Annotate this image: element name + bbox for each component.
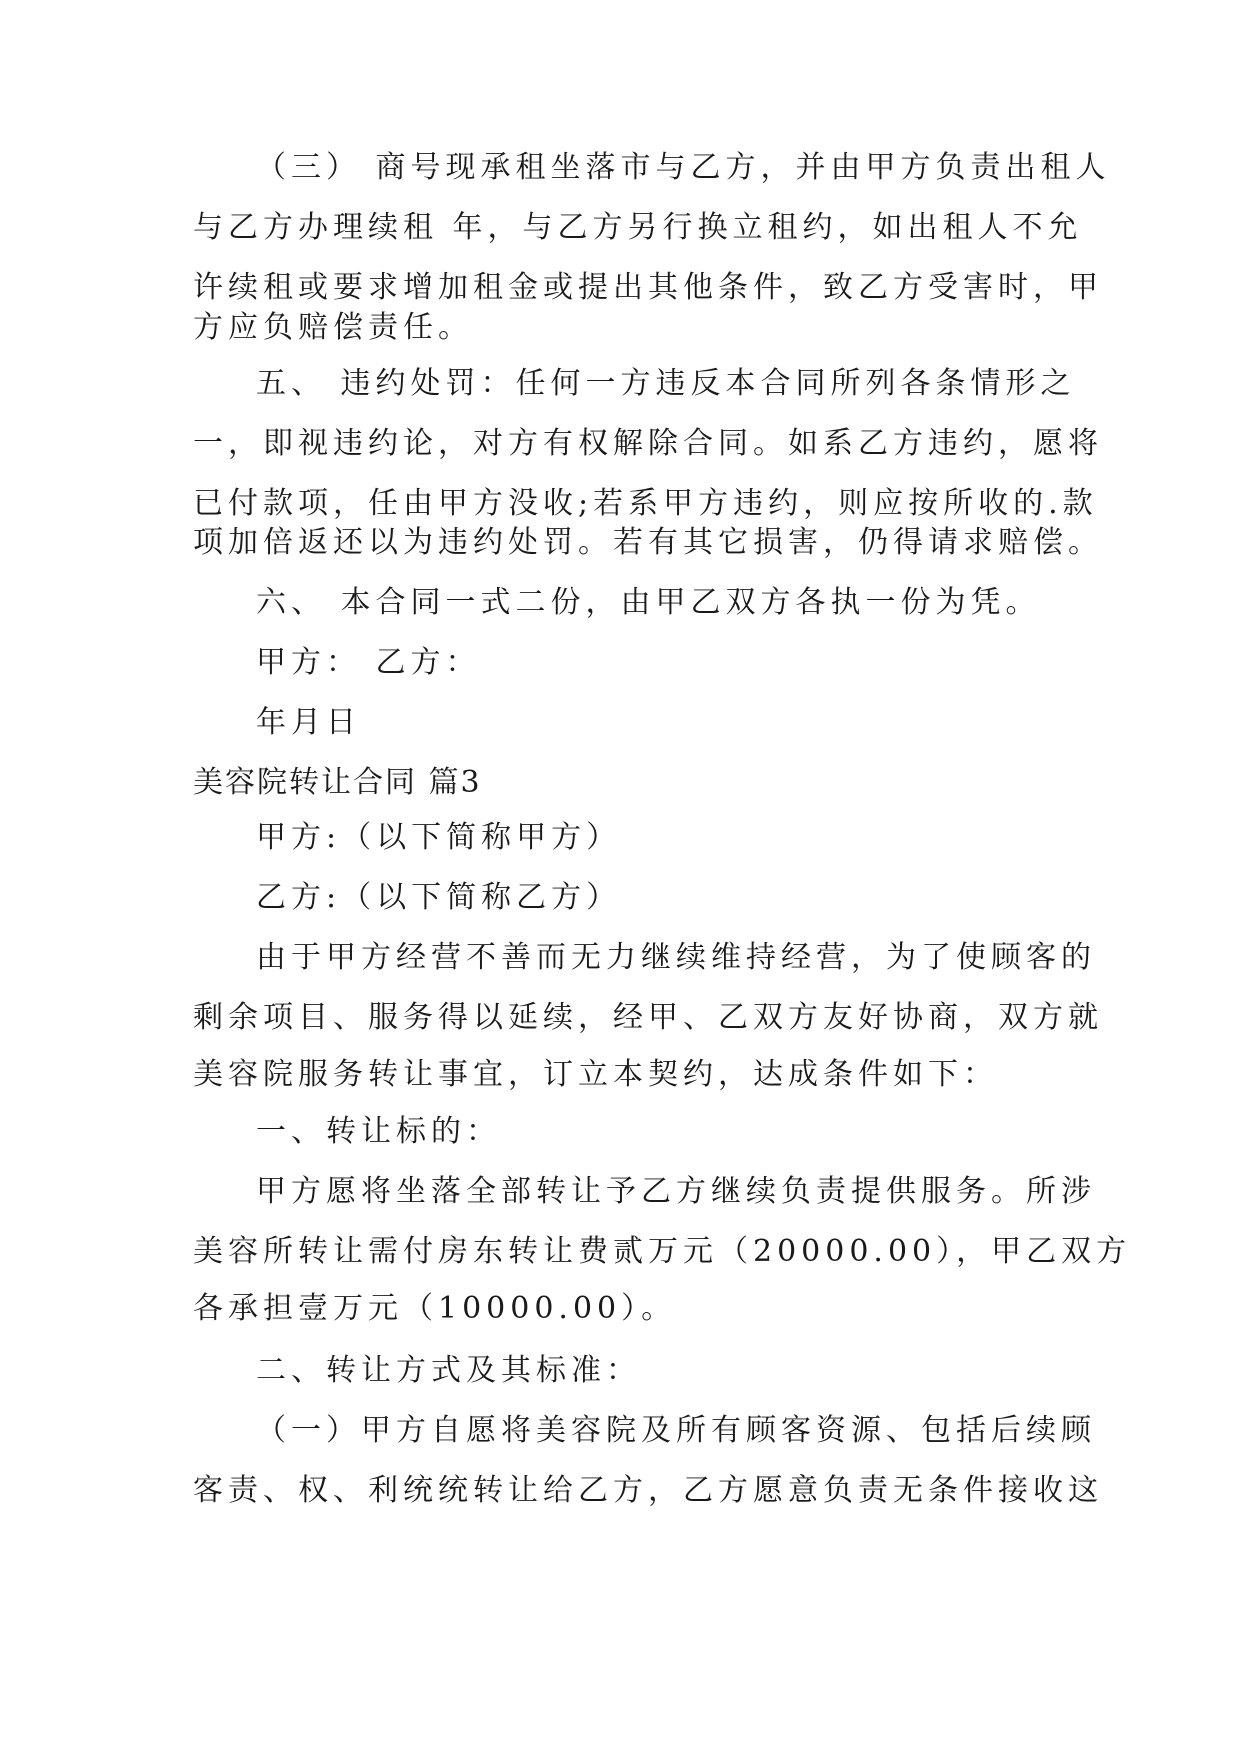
paragraph-line: 各承担壹万元（10000.00）。 — [193, 1291, 677, 1326]
section-heading: 美容院转让合同 篇3 — [193, 765, 482, 800]
paragraph-line: 客责、权、利统统转让给乙方，乙方愿意负责无条件接收这 — [193, 1473, 1103, 1508]
clause-heading: 一、转让标的： — [256, 1114, 501, 1149]
paragraph-line: 五、 违约处罚：任何一方违反本合同所列各条情形之 — [256, 366, 1076, 401]
paragraph-line: 与乙方办理续租 年，与乙方另行换立租约，如出租人不允 — [193, 210, 1083, 245]
signature-parties-line: 甲方： 乙方： — [256, 645, 481, 680]
paragraph-line: 项加倍返还以为违约处罚。若有其它损害，仍得请求赔偿。 — [193, 525, 1103, 560]
paragraph-line: 已付款项，任由甲方没收;若系甲方违约，则应按所收的.款 — [193, 486, 1098, 521]
paragraph-line: 美容院服务转让事宜，订立本契约，达成条件如下： — [193, 1057, 998, 1092]
paragraph-line: 许续租或要求增加租金或提出其他条件，致乙方受害时，甲 — [193, 270, 1103, 305]
party-a-line: 甲方:（以下简称甲方） — [256, 820, 622, 855]
paragraph-line: （一）甲方自愿将美容院及所有顾客资源、包括后续顾 — [256, 1413, 1096, 1448]
paragraph-line: 由于甲方经营不善而无力继续维持经营，为了使顾客的 — [256, 940, 1096, 975]
clause-heading: 二、转让方式及其标准： — [256, 1353, 641, 1388]
paragraph-line: 方应负赔偿责任。 — [193, 310, 473, 345]
paragraph-line: 剩余项目、服务得以延续，经甲、乙双方友好协商，双方就 — [193, 1000, 1103, 1035]
party-b-line: 乙方:（以下简称乙方） — [256, 880, 622, 915]
paragraph-line: （三） 商号现承租坐落市与乙方，并由甲方负责出租人 — [256, 150, 1111, 185]
paragraph-line: 美容所转让需付房东转让费贰万元（20000.00），甲乙双方 — [193, 1234, 1132, 1269]
paragraph-line: 六、 本合同一式二份，由甲乙双方各执一份为凭。 — [256, 585, 1041, 620]
paragraph-line: 一，即视违约论，对方有权解除合同。如系乙方违约，愿将 — [193, 426, 1103, 461]
date-line: 年月日 — [256, 705, 361, 740]
paragraph-line: 甲方愿将坐落全部转让予乙方继续负责提供服务。所涉 — [256, 1174, 1096, 1209]
